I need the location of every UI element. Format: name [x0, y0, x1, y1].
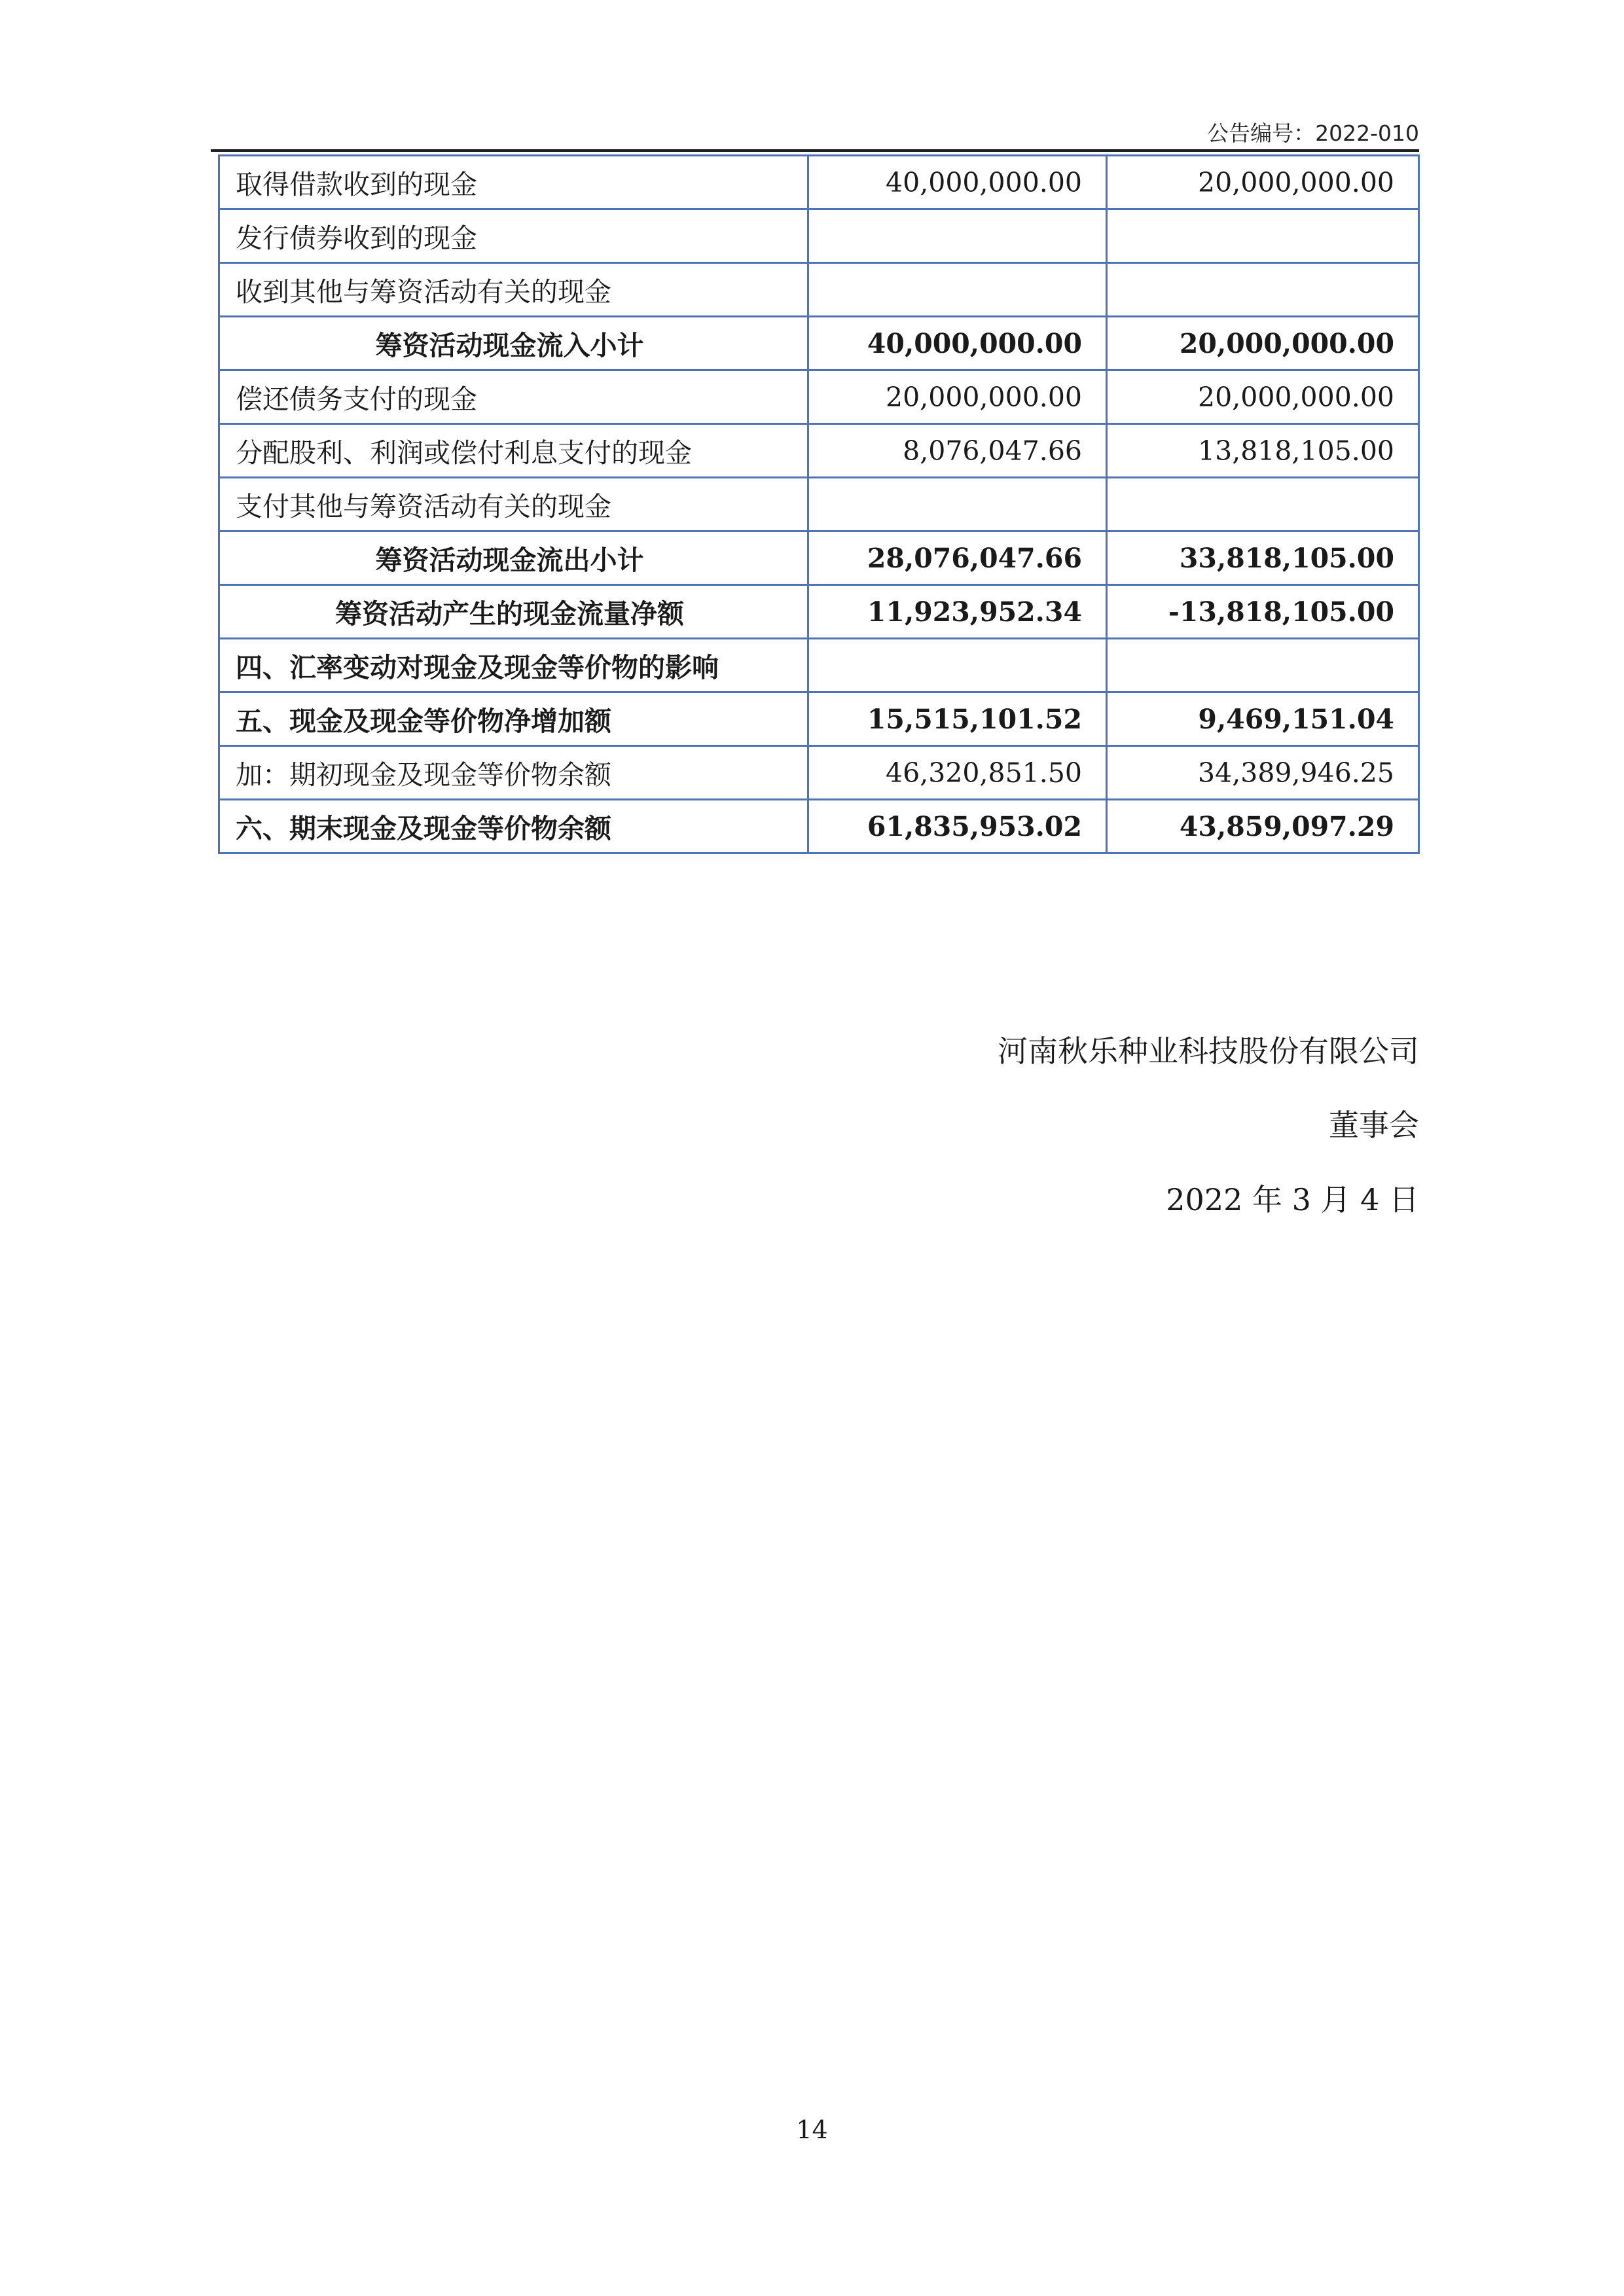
prior-period-amount: 9,469,151.04 [1107, 692, 1419, 746]
row-label: 收到其他与筹资活动有关的现金 [219, 263, 808, 317]
prior-period-amount: 13,818,105.00 [1107, 424, 1419, 478]
row-label: 六、期末现金及现金等价物余额 [219, 800, 808, 853]
prior-period-amount: 20,000,000.00 [1107, 317, 1419, 370]
current-period-amount: 46,320,851.50 [808, 746, 1107, 800]
row-label: 支付其他与筹资活动有关的现金 [219, 478, 808, 531]
prior-period-amount [1107, 478, 1419, 531]
current-period-amount: 61,835,953.02 [808, 800, 1107, 853]
row-label: 发行债券收到的现金 [219, 209, 808, 263]
signature-date: 2022 年 3 月 4 日 [1166, 1182, 1419, 1217]
prior-period-amount: 20,000,000.00 [1107, 370, 1419, 424]
prior-period-amount [1107, 209, 1419, 263]
prior-period-amount [1107, 263, 1419, 317]
prior-period-amount: 43,859,097.29 [1107, 800, 1419, 853]
table-row [219, 531, 1419, 585]
table-row [219, 263, 1419, 317]
current-period-amount: 11,923,952.34 [808, 585, 1107, 639]
table-row [219, 424, 1419, 478]
table-row [219, 317, 1419, 370]
row-label: 筹资活动现金流出小计 [219, 531, 808, 585]
prior-period-amount: 33,818,105.00 [1107, 531, 1419, 585]
row-label: 偿还债务支付的现金 [219, 370, 808, 424]
row-label: 五、现金及现金等价物净增加额 [219, 692, 808, 746]
row-label: 筹资活动现金流入小计 [219, 317, 808, 370]
current-period-amount: 8,076,047.66 [808, 424, 1107, 478]
current-period-amount [808, 263, 1107, 317]
prior-period-amount [1107, 639, 1419, 692]
page-number: 14 [796, 2115, 828, 2144]
announcement-number: 公告编号：2022-010 [1207, 120, 1419, 146]
prior-period-amount: 34,389,946.25 [1107, 746, 1419, 800]
header-rule [211, 149, 1419, 152]
row-label: 加：期初现金及现金等价物余额 [219, 746, 808, 800]
prior-period-amount: 20,000,000.00 [1107, 156, 1419, 209]
current-period-amount [808, 478, 1107, 531]
current-period-amount [808, 209, 1107, 263]
row-label: 筹资活动产生的现金流量净额 [219, 585, 808, 639]
current-period-amount: 15,515,101.52 [808, 692, 1107, 746]
current-period-amount [808, 639, 1107, 692]
row-label: 分配股利、利润或偿付利息支付的现金 [219, 424, 808, 478]
table-row [219, 585, 1419, 639]
current-period-amount: 40,000,000.00 [808, 156, 1107, 209]
table-row [219, 156, 1419, 209]
row-label: 四、汇率变动对现金及现金等价物的影响 [219, 639, 808, 692]
table-row [219, 800, 1419, 853]
company-name: 河南秋乐种业科技股份有限公司 [998, 1033, 1419, 1069]
table-row [219, 746, 1419, 800]
table-row [219, 478, 1419, 531]
table-row [219, 209, 1419, 263]
current-period-amount: 20,000,000.00 [808, 370, 1107, 424]
table-row [219, 639, 1419, 692]
current-period-amount: 28,076,047.66 [808, 531, 1107, 585]
table-row [219, 692, 1419, 746]
current-period-amount: 40,000,000.00 [808, 317, 1107, 370]
cash-flow-table [218, 154, 1420, 854]
table-row [219, 370, 1419, 424]
row-label: 取得借款收到的现金 [219, 156, 808, 209]
board-of-directors: 董事会 [1329, 1107, 1419, 1143]
prior-period-amount: -13,818,105.00 [1107, 585, 1419, 639]
